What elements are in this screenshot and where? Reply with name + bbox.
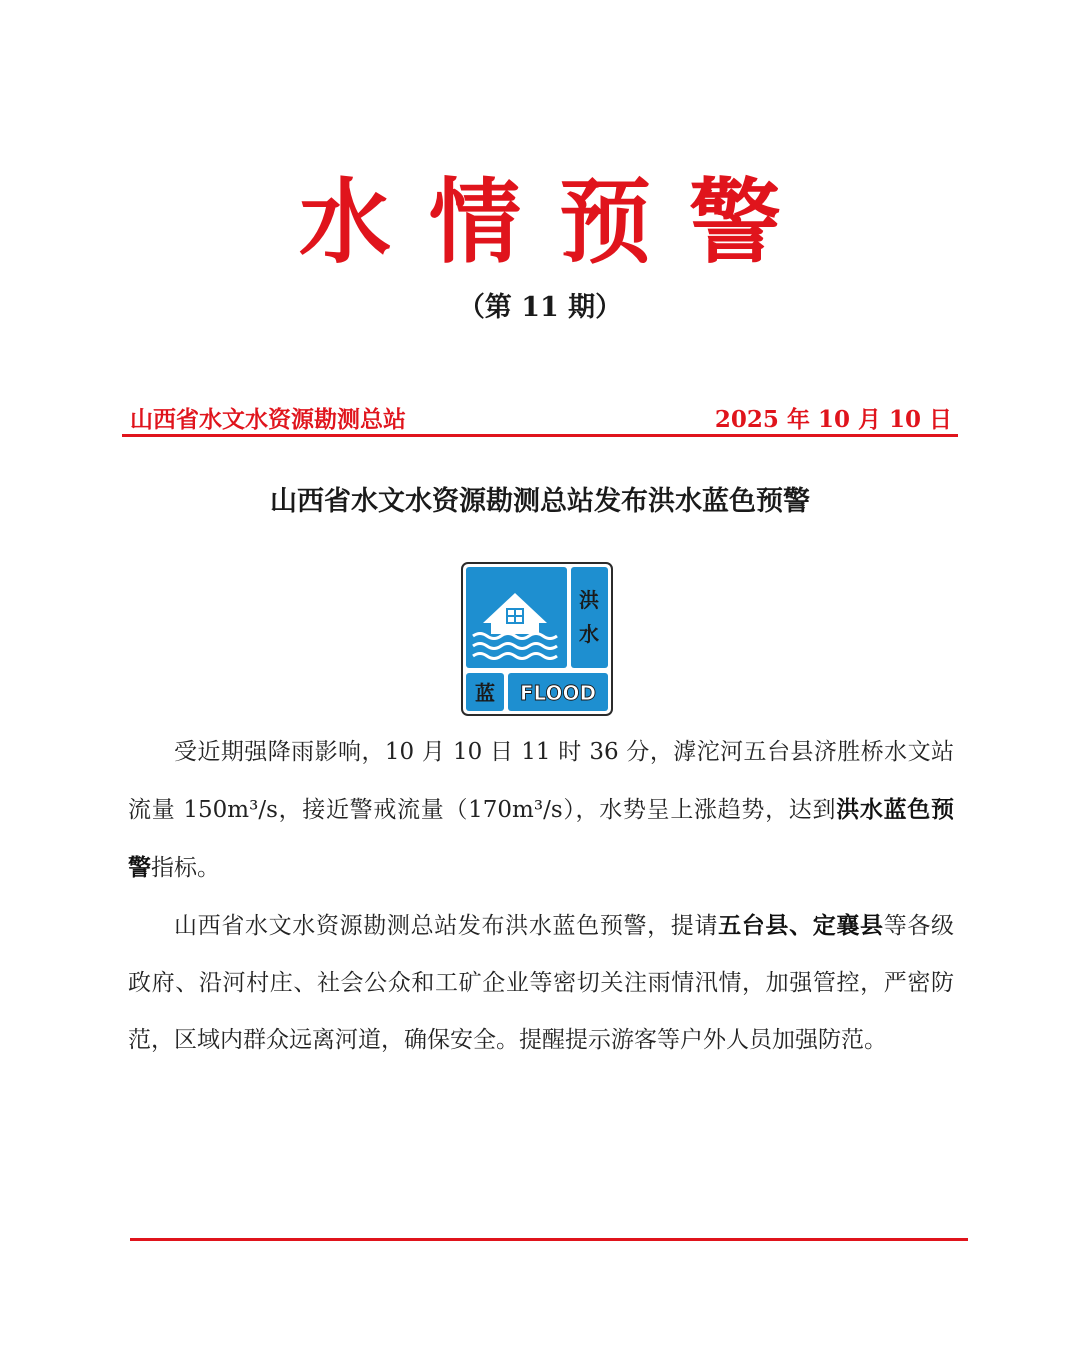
paragraph-1-emphasis: 洪水蓝色预警 (128, 796, 955, 881)
paragraph-1-text: 受近期强降雨影响，10 月 10 日 11 时 36 分，滹沱河五台县济胜桥水文站流量 150m³/s，接近警戒流量（170m³/s），水势呈上涨趋势，达到 (128, 739, 954, 823)
paragraph-1 (128, 724, 954, 897)
body-text (128, 724, 954, 1069)
footer-divider (130, 1238, 968, 1241)
issuer-row (126, 402, 958, 438)
paragraph-2-text: 山西省水文水资源勘测总站发布洪水蓝色预警，提请 (174, 913, 719, 939)
paragraph-2 (128, 897, 954, 1069)
issue-date: 2025 年 10 月 10 日 (714, 406, 952, 433)
label-panel (571, 567, 608, 668)
badge-char-1: 洪 (579, 588, 599, 612)
paragraph-2-tail: 等各级政府、沿河村庄、社会公众和工矿企业等密切关注雨情汛情，加强管控，严密防范，区域内群众远离河道，确保安全。提醒提示游客等户外人员加强防范。 (128, 913, 954, 1053)
header-divider (122, 434, 958, 437)
document-headline: 山西省水文水资源勘测总站发布洪水蓝色预警 (270, 486, 810, 517)
issue-number: （第 11 期） (457, 292, 623, 323)
badge-english-label: FLOOD (519, 681, 597, 705)
badge-char-2: 水 (579, 622, 599, 646)
badge-level-char: 蓝 (475, 681, 495, 705)
paragraph-2-emphasis: 五台县、定襄县 (718, 912, 884, 939)
issuer-name: 山西省水文水资源勘测总站 (130, 406, 406, 433)
flood-blue-warning-icon (461, 562, 613, 716)
masthead-title: 水情预警 (298, 169, 819, 276)
paragraph-1-tail: 指标。 (151, 855, 220, 881)
